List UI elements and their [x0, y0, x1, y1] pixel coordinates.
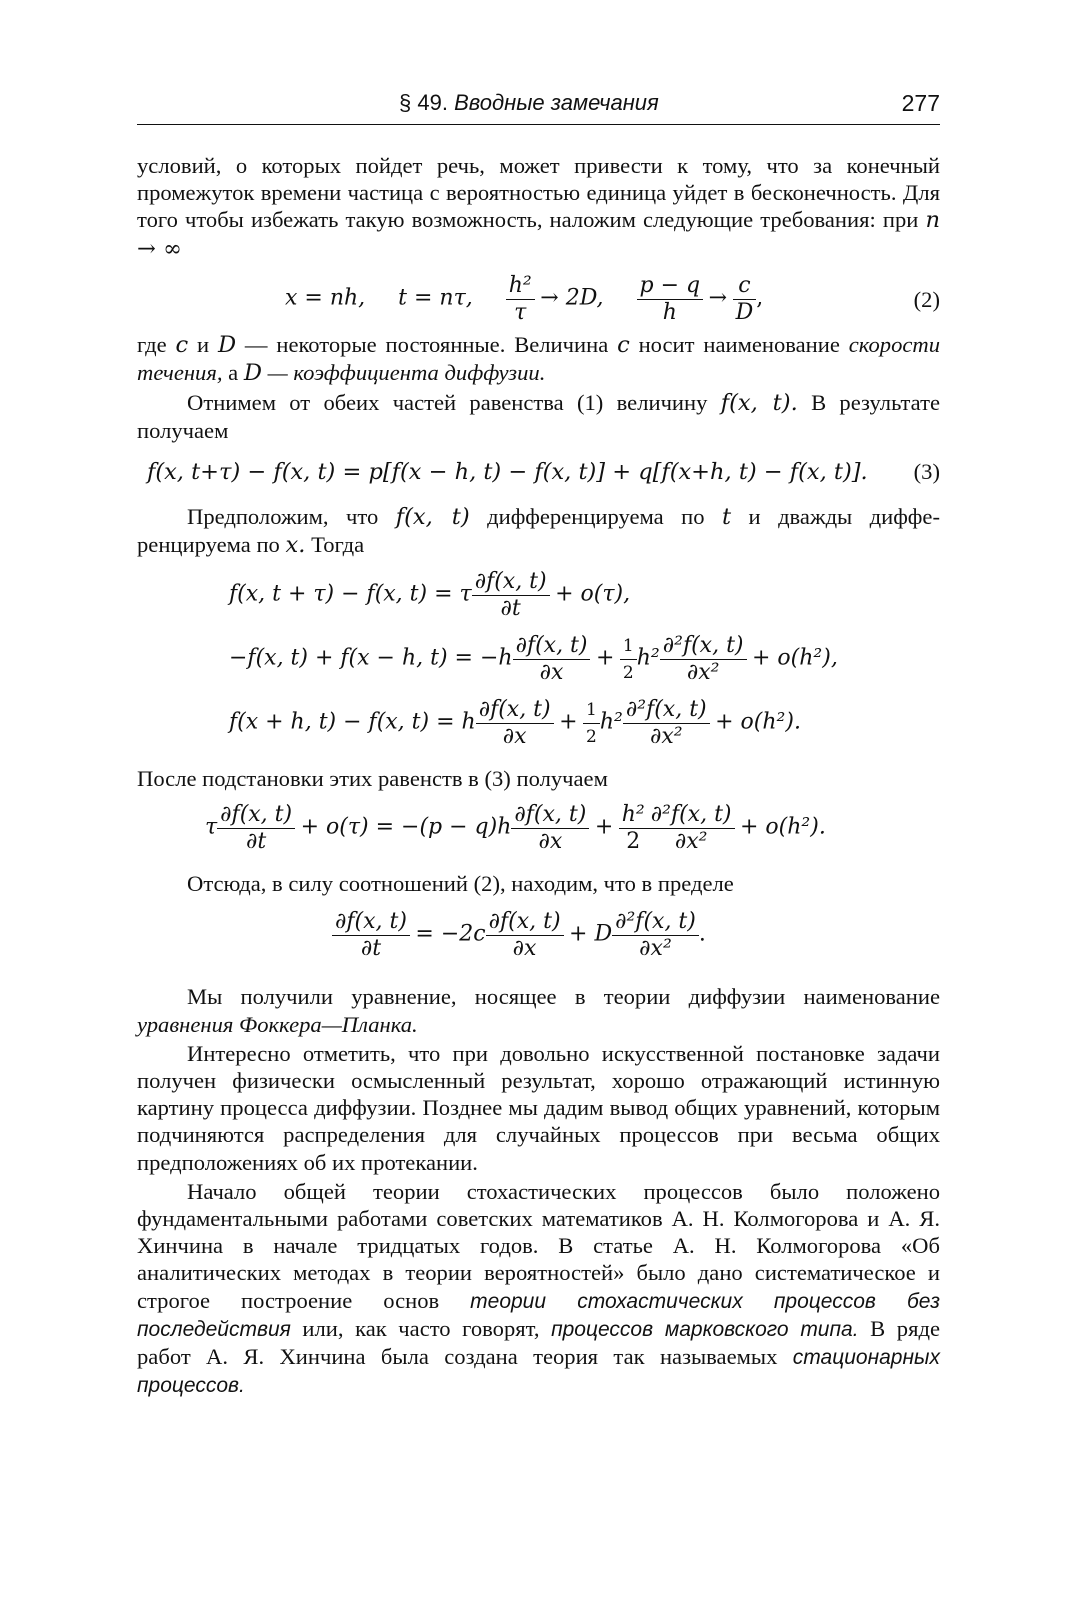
equation-2: x = nh, t = nτ, $\frac{\text{h²}}{\tau}$ → 2D, $\frac{p - q}{h}$ → $\frac{c}{D}$ , (2): [285, 272, 940, 325]
expansion-line-3: f(x + h, t) − f(x, t) = h $\frac{\partial f(x, t)}{\partial x}$ + $\frac{1}{2}$ h² $\frac{\text{∂²f(x, t)}}{\text{∂x²}}$ + o(h²).: [229, 697, 801, 750]
taylor-expansions: [137, 565, 940, 759]
running-header: [137, 88, 940, 125]
equation-3: f(x, t+τ) − f(x, t) = p[f(x − h, t) − f(x, t)] + q[f(x+h, t) − f(x, t)]. (3): [147, 458, 940, 485]
term-flow-speed: скорости течения,: [137, 331, 941, 386]
paragraph-7: Мы получили уравнение, носящее в теории диффузии наименование уравнения Фоккера—Планка.: [137, 984, 940, 1037]
paragraph-9: Начало общей теории стохастических процессов было положено фундаментальными работами советских математиков А. Н. Колмогорова и А. Я. Хинчина в начале тридцатых годов. В статье А. Н. Колмогорова «Об аналитических методах в теории вероятностей» было дано систематическое и строгое построение основ теории стохастических процессов без последействия или, как часто говорят, процессов марковского типа. В ряде работ А. Я. Хинчина была создана теория так называемых стационарных процессов.: [137, 1178, 940, 1398]
equation-number-3: (3): [913, 458, 940, 484]
expansion-line-2: −f(x, t) + f(x − h, t) = −h $\frac{\partial f(x, t)}{\partial x}$ + $\frac{1}{2}$ h² $\frac{\text{∂²f(x, t)}}{\text{∂x²}}$ + o(h²),: [229, 633, 838, 686]
term-diffusion-coefficient: — коэффициента диффузии.: [267, 360, 546, 386]
expansion-line-1: f(x, t + τ) − f(x, t) = τ $\frac{\partial f(x, t)}{\partial t}$ + o(τ),: [229, 569, 631, 622]
paragraph-1: условий, о которых пойдет речь, может привести к тому, что за конечный промежуток времени частица с вероятностью единица уйдет в бесконечность. Для того чтобы избежать такую возможность, наложим следующие требования: при n → ∞: [137, 153, 940, 262]
section-title: [399, 90, 659, 116]
paragraph-6: Отсюда, в силу соотношений (2), находим, что в пределе: [187, 871, 734, 897]
paragraph-3: Отнимем от обеих частей равенства (1) величину f(x, t). В результате получаем: [137, 390, 941, 444]
paragraph-4: Предположим, что f(x, t) дифференцируема по t и дважды дифференцируема по x. Тогда: [137, 503, 940, 558]
limit-condition: n → ∞: [137, 207, 940, 262]
term-fokker-planck: уравнения Фоккера—Планка.: [137, 1011, 418, 1037]
page-number: 277: [901, 90, 940, 116]
paragraph-5: После подстановки этих равенств в (3) получаем: [137, 766, 608, 792]
term-markov-processes: теории стохастических процессов без последействия: [137, 1289, 940, 1341]
section-number: § 49.: [399, 90, 448, 115]
section-name: Вводные замечания: [454, 90, 659, 115]
book-page: [137, 88, 940, 1399]
fokker-planck-equation: $\frac{\partial f(x, t)}{\partial t}$ = −2c $\frac{\partial f(x, t)}{\partial x}$ + D $\frac{\text{∂²f(x, t)}}{\text{∂x²}}$ .: [137, 903, 940, 981]
equation-number-2: (2): [913, 286, 940, 312]
equation-substituted: τ $\frac{\partial f(x, t)}{\partial t}$ + o(τ) = −(p − q)h $\frac{\partial f(x, t)}{\partial x}$ + $\frac{\text{h²}}{2}$ $\frac{\text{∂²f(x, t)}}{\text{∂x²}}$ + o(h²).: [205, 802, 826, 855]
paragraph-8: Интересно отметить, что при довольно искусственной постановке задачи получен физически осмысленный результат, хорошо отражающий истинную картину процесса диффузии. Позднее мы дадим вывод общих уравнений, которым подчиняются распределения для случайных процессов при весьма общих предположениях об их протекании.: [137, 1040, 940, 1175]
term-markov-type: процессов марковского типа.: [551, 1317, 859, 1341]
paragraph-2: где c и D — некоторые постоянные. Величина c носит наименование скорости течения, а D — коэффициента диффузии.: [137, 331, 941, 387]
term-stationary-processes: стационарных процессов.: [137, 1346, 940, 1398]
